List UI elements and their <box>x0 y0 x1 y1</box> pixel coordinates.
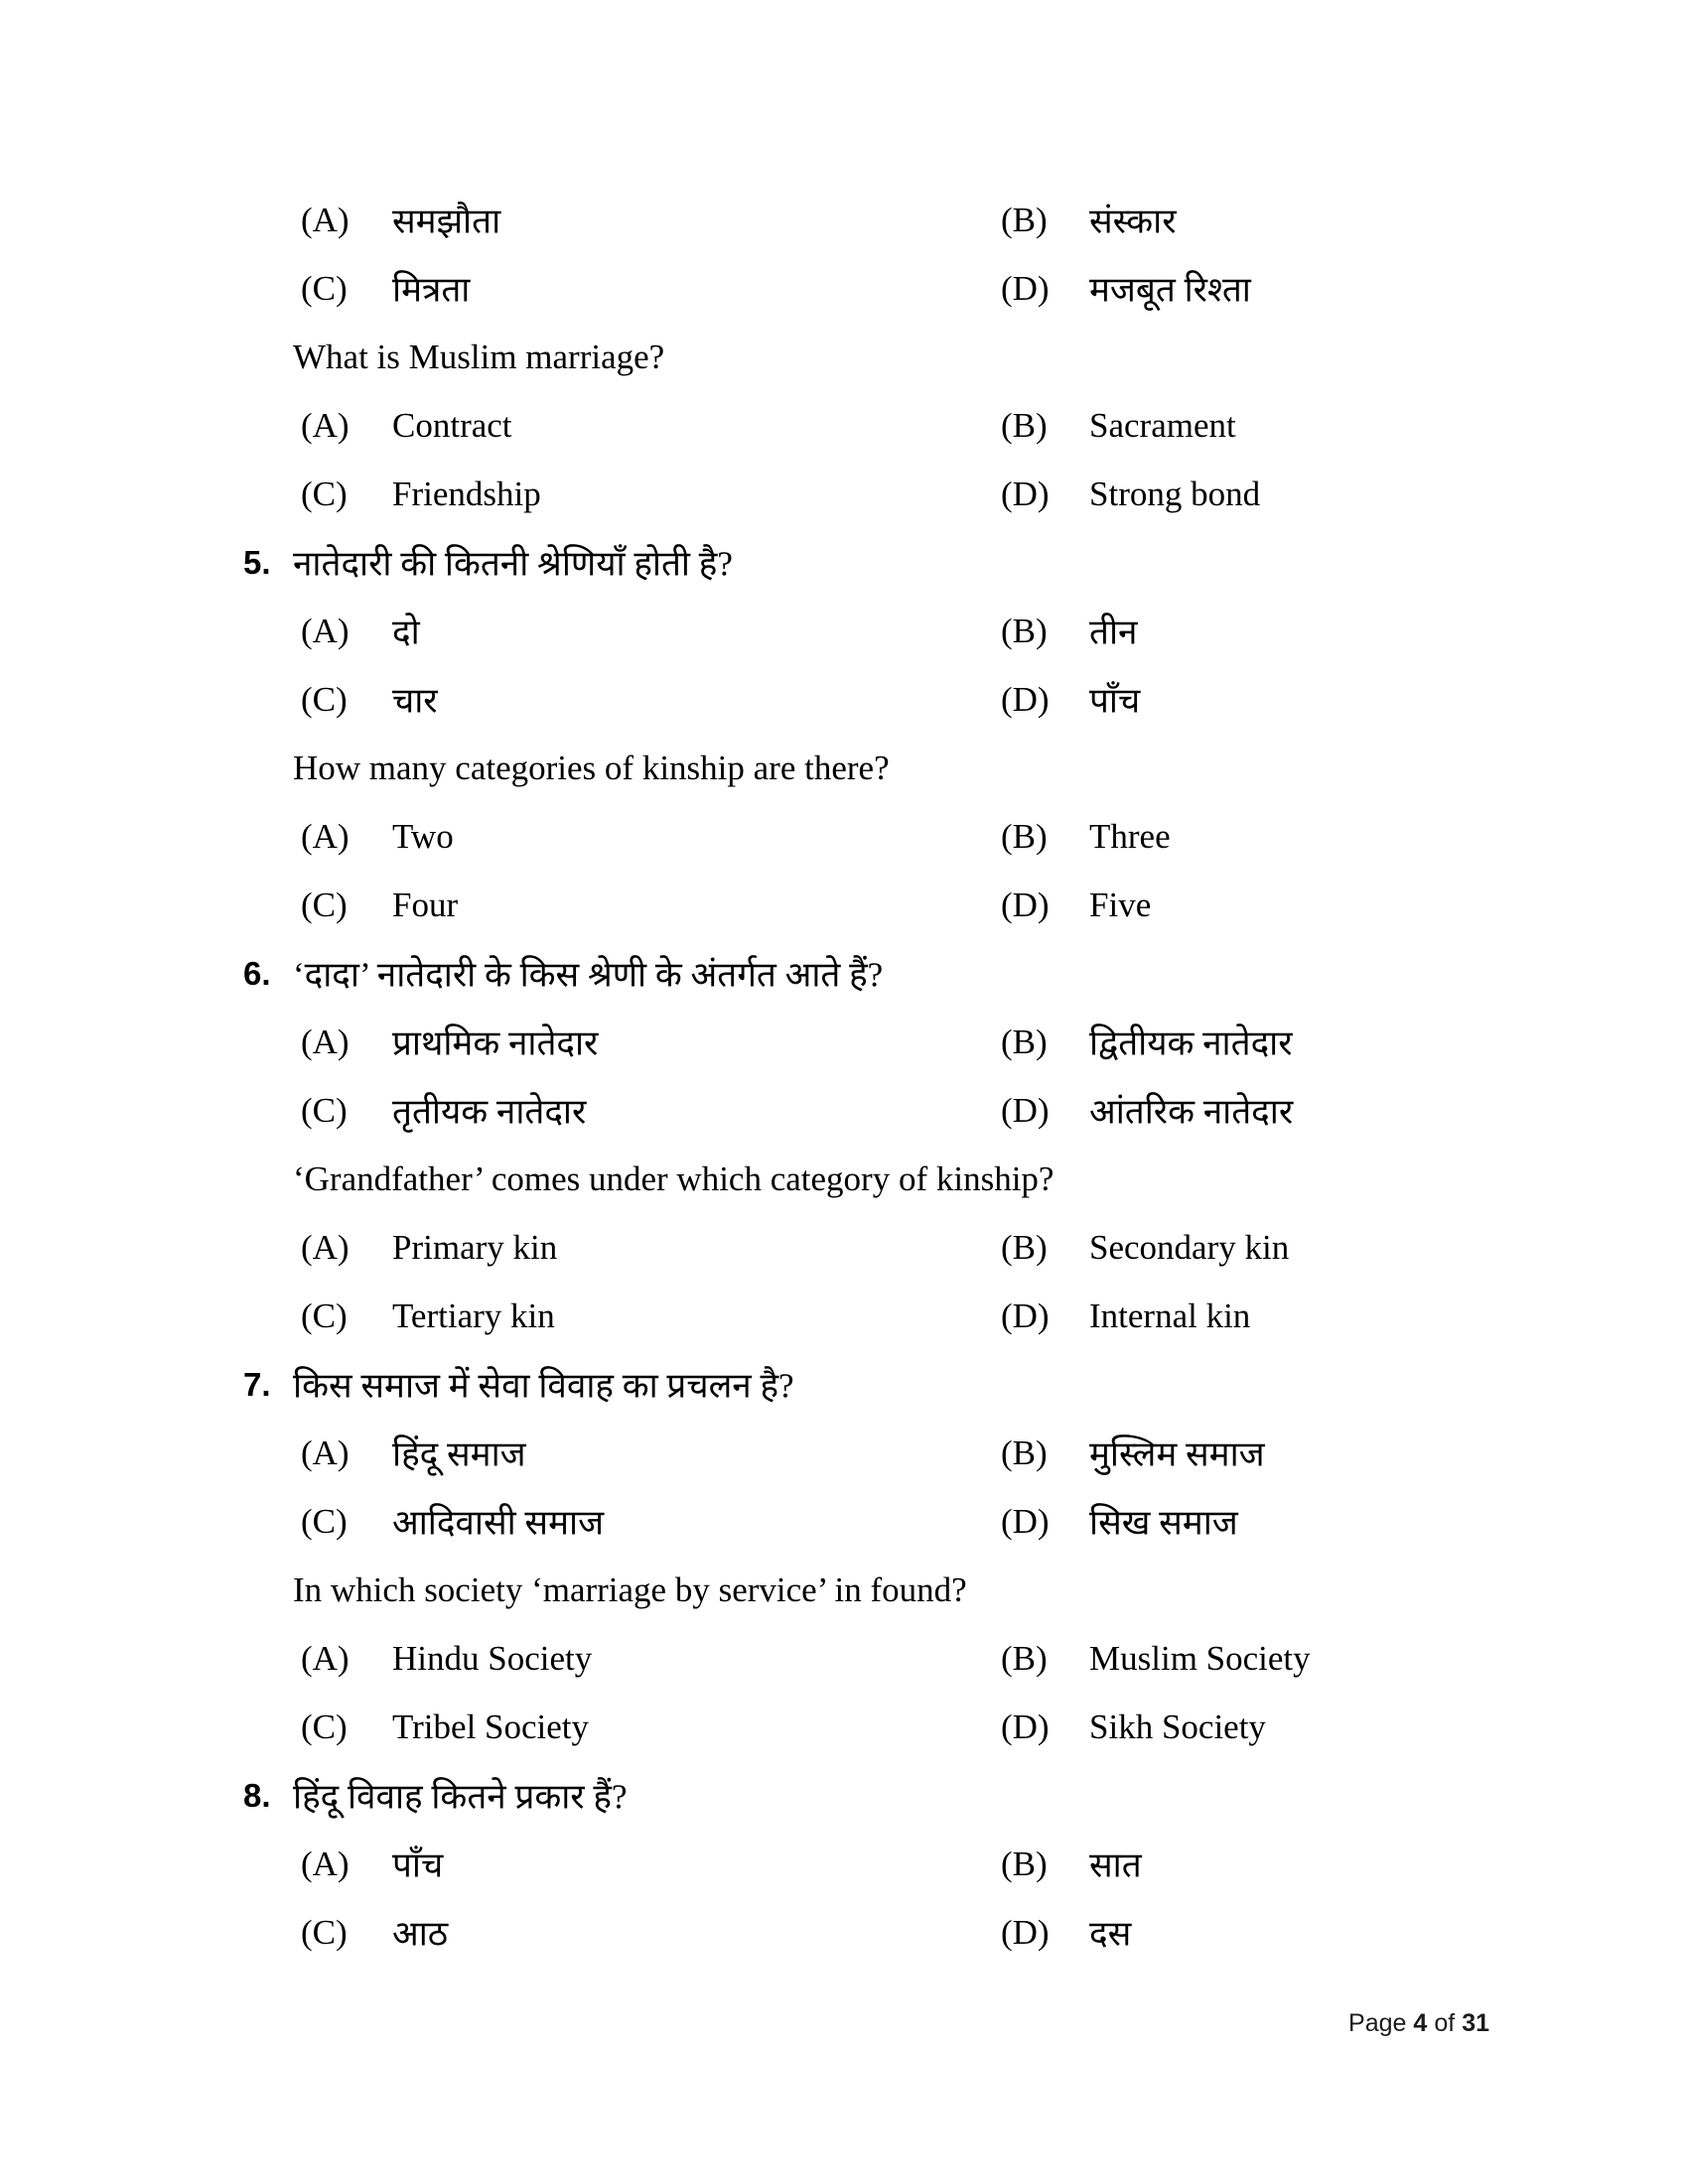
option-text: द्वितीयक नातेदार <box>1089 1024 1293 1062</box>
option-label: (D) <box>1001 679 1050 719</box>
question-text: ‘Grandfather’ comes under which category of kinship? <box>293 1159 1055 1198</box>
option-text: आंतरिक नातेदार <box>1089 1092 1294 1131</box>
option-text: पाँच <box>1089 681 1141 720</box>
option-text: Three <box>1089 816 1171 856</box>
question-text: What is Muslim marriage? <box>293 337 665 376</box>
option-text: Strong bond <box>1089 474 1261 513</box>
option-text: समझौता <box>392 202 501 240</box>
option-label: (A) <box>301 1433 350 1472</box>
options-row <box>0 802 1688 871</box>
option-label: (B) <box>1001 1227 1048 1267</box>
question-text: In which society ‘marriage by service’ in found? <box>293 1570 967 1609</box>
option-label: (B) <box>1001 611 1048 650</box>
option-label: (A) <box>301 1022 350 1061</box>
option-label: (C) <box>301 1912 348 1952</box>
option-label: (B) <box>1001 1638 1048 1678</box>
option-text: आदिवासी समाज <box>392 1503 605 1542</box>
option-label: (A) <box>301 816 350 856</box>
option-text: Tribel Society <box>392 1706 590 1746</box>
page-footer <box>1348 2009 1489 2038</box>
option-text: Contract <box>392 405 512 445</box>
question-row <box>0 1556 1688 1624</box>
option-label: (D) <box>1001 1706 1050 1746</box>
options-row <box>0 1898 1688 1967</box>
option-text: Hindu Society <box>392 1638 593 1678</box>
option-text: Internal kin <box>1089 1296 1251 1335</box>
option-label: (C) <box>301 1090 348 1130</box>
option-text: दस <box>1089 1914 1132 1953</box>
question-text: How many categories of kinship are there? <box>293 748 890 787</box>
option-label: (B) <box>1001 1843 1048 1883</box>
option-text: Four <box>392 885 459 924</box>
option-label: (D) <box>1001 885 1050 924</box>
option-text: तीन <box>1089 613 1138 651</box>
options-row <box>0 1213 1688 1282</box>
option-text: Muslim Society <box>1089 1638 1311 1678</box>
option-label: (D) <box>1001 1501 1050 1541</box>
option-label: (B) <box>1001 1433 1048 1472</box>
option-label: (C) <box>301 1706 348 1746</box>
question-row <box>0 939 1688 1008</box>
option-label: (B) <box>1001 816 1048 856</box>
option-label: (C) <box>301 268 348 308</box>
option-label: (D) <box>1001 268 1050 308</box>
option-text: Primary kin <box>392 1227 558 1267</box>
option-label: (C) <box>301 474 348 513</box>
footer-of-label: of <box>1434 2009 1456 2037</box>
options-row <box>0 1008 1688 1076</box>
option-label: (A) <box>301 200 350 239</box>
options-row <box>0 391 1688 460</box>
option-label: (A) <box>301 611 350 650</box>
question-number: 6. <box>243 954 271 992</box>
question-number: 7. <box>243 1365 271 1403</box>
options-row <box>0 597 1688 665</box>
question-row <box>0 323 1688 391</box>
option-label: (D) <box>1001 474 1050 513</box>
options-row <box>0 1830 1688 1898</box>
question-row <box>0 1145 1688 1213</box>
question-row <box>0 1350 1688 1419</box>
option-text: पाँच <box>392 1845 444 1884</box>
option-text: Sacrament <box>1089 405 1236 445</box>
option-text: Sikh Society <box>1089 1706 1266 1746</box>
option-label: (C) <box>301 1296 348 1335</box>
option-text: मुस्लिम समाज <box>1089 1434 1265 1473</box>
question-text: किस समाज में सेवा विवाह का प्रचलन है? <box>293 1366 794 1405</box>
question-text: नातेदारी की कितनी श्रेणियाँ होती है? <box>293 544 733 583</box>
options-row <box>0 1419 1688 1487</box>
option-label: (C) <box>301 679 348 719</box>
option-label: (D) <box>1001 1912 1050 1952</box>
option-label: (A) <box>301 1843 350 1883</box>
option-text: तृतीयक नातेदार <box>392 1092 587 1131</box>
option-label: (A) <box>301 1227 350 1267</box>
question-row <box>0 528 1688 597</box>
options-row <box>0 1624 1688 1693</box>
options-row <box>0 665 1688 734</box>
option-text: Tertiary kin <box>392 1296 555 1335</box>
options-row <box>0 254 1688 323</box>
question-list <box>0 186 1688 1967</box>
question-row <box>0 1761 1688 1830</box>
options-row <box>0 1487 1688 1556</box>
option-text: हिंदू समाज <box>392 1434 526 1473</box>
option-text: सात <box>1089 1845 1142 1884</box>
option-text: दो <box>392 613 420 651</box>
question-text: ‘दादा’ नातेदारी के किस श्रेणी के अंतर्गत आते हैं? <box>293 955 884 994</box>
options-row <box>0 1076 1688 1145</box>
option-text: सिख समाज <box>1089 1503 1238 1542</box>
option-label: (A) <box>301 1638 350 1678</box>
question-number: 8. <box>243 1776 271 1814</box>
footer-page-number: 4 <box>1413 2009 1428 2037</box>
option-text: मजबूत रिश्ता <box>1089 270 1251 309</box>
option-label: (A) <box>301 405 350 445</box>
footer-total-pages: 31 <box>1462 2009 1489 2037</box>
options-row <box>0 186 1688 254</box>
option-label: (B) <box>1001 405 1048 445</box>
option-text: Secondary kin <box>1089 1227 1290 1267</box>
option-label: (D) <box>1001 1296 1050 1335</box>
options-row <box>0 460 1688 528</box>
option-text: चार <box>392 681 438 720</box>
option-text: संस्कार <box>1089 202 1177 240</box>
option-text: आठ <box>392 1914 449 1953</box>
option-label: (D) <box>1001 1090 1050 1130</box>
options-row <box>0 1282 1688 1350</box>
option-text: प्राथमिक नातेदार <box>392 1024 599 1062</box>
options-row <box>0 871 1688 939</box>
option-text: Five <box>1089 885 1152 924</box>
option-text: मित्रता <box>392 270 471 309</box>
question-text: हिंदू विवाह कितने प्रकार हैं? <box>293 1777 628 1816</box>
question-row <box>0 734 1688 802</box>
option-text: Two <box>392 816 454 856</box>
option-label: (B) <box>1001 1022 1048 1061</box>
option-label: (C) <box>301 1501 348 1541</box>
question-number: 5. <box>243 543 271 581</box>
option-label: (B) <box>1001 200 1048 239</box>
options-row <box>0 1693 1688 1761</box>
option-text: Friendship <box>392 474 541 513</box>
option-label: (C) <box>301 885 348 924</box>
footer-page-label: Page <box>1348 2009 1407 2037</box>
